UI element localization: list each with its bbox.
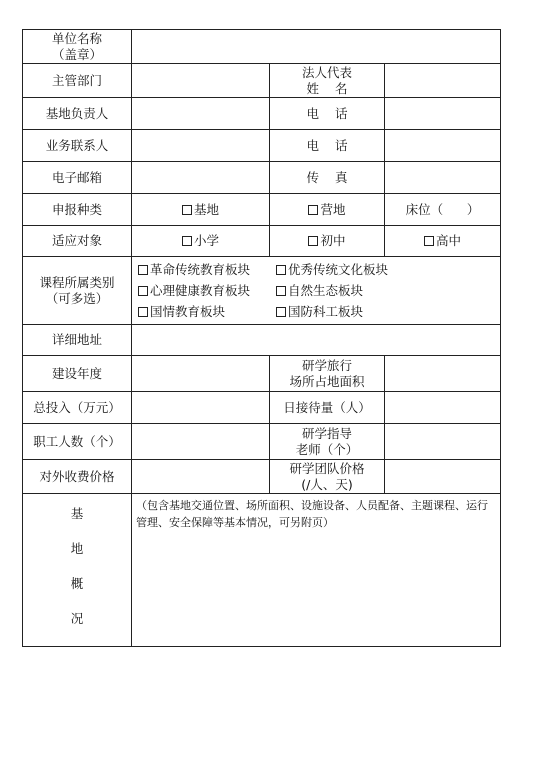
tutor-count-field[interactable] bbox=[385, 424, 501, 460]
checkbox-icon[interactable] bbox=[182, 205, 192, 215]
target-option-junior[interactable]: 初中 bbox=[270, 226, 385, 257]
legal-rep-field[interactable] bbox=[385, 64, 501, 98]
fee-field[interactable] bbox=[132, 460, 270, 494]
site-area-label: 研学旅行 场所占地面积 bbox=[270, 356, 385, 392]
course-option-traditional-culture[interactable]: 优秀传统文化板块 bbox=[276, 262, 388, 277]
phone-label: 电 话 bbox=[270, 98, 385, 130]
base-manager-label: 基地负责人 bbox=[23, 98, 132, 130]
row-supervisor bbox=[23, 64, 501, 98]
build-year-label: 建设年度 bbox=[23, 356, 132, 392]
phone2-label: 电 话 bbox=[270, 130, 385, 162]
investment-label: 总投入（万元） bbox=[23, 392, 132, 424]
course-option-defense[interactable]: 国防科工板块 bbox=[276, 304, 363, 319]
staff-count-label: 职工人数（个） bbox=[23, 424, 132, 460]
contact-label: 业务联系人 bbox=[23, 130, 132, 162]
row-investment bbox=[23, 392, 501, 424]
contact-field[interactable] bbox=[132, 130, 270, 162]
checkbox-icon[interactable] bbox=[308, 205, 318, 215]
overview-field[interactable] bbox=[132, 494, 501, 647]
supervisor-dept-field[interactable] bbox=[132, 64, 270, 98]
target-option-senior[interactable]: 高中 bbox=[385, 226, 501, 257]
email-field[interactable] bbox=[132, 162, 270, 194]
row-email bbox=[23, 162, 501, 194]
investment-field[interactable] bbox=[132, 392, 270, 424]
daily-capacity-label: 日接待量（人） bbox=[270, 392, 385, 424]
target-option-primary[interactable]: 小学 bbox=[132, 226, 270, 257]
checkbox-icon[interactable] bbox=[276, 265, 286, 275]
phone-field[interactable] bbox=[385, 98, 501, 130]
overview-note: （包含基地交通位置、场所面积、设施设备、人员配备、主题课程、运行管理、安全保障等基本情况，可另附页） bbox=[136, 499, 488, 529]
row-fee bbox=[23, 460, 501, 494]
checkbox-icon[interactable] bbox=[276, 286, 286, 296]
course-option-national-conditions[interactable]: 国情教育板块 bbox=[138, 301, 276, 322]
daily-capacity-field[interactable] bbox=[385, 392, 501, 424]
tutor-count-label: 研学指导 老师（个） bbox=[270, 424, 385, 460]
course-option-row bbox=[138, 259, 494, 280]
row-apply-type bbox=[23, 194, 501, 226]
team-price-field[interactable] bbox=[385, 460, 501, 494]
course-option-mental-health[interactable]: 心理健康教育板块 bbox=[138, 280, 276, 301]
site-area-field[interactable] bbox=[385, 356, 501, 392]
checkbox-icon[interactable] bbox=[138, 307, 148, 317]
checkbox-icon[interactable] bbox=[424, 236, 434, 246]
row-staff bbox=[23, 424, 501, 460]
checkbox-icon[interactable] bbox=[276, 307, 286, 317]
staff-count-field[interactable] bbox=[132, 424, 270, 460]
build-year-field[interactable] bbox=[132, 356, 270, 392]
base-manager-field[interactable] bbox=[132, 98, 270, 130]
row-overview bbox=[23, 494, 501, 647]
legal-rep-label: 法人代表 姓 名 bbox=[270, 64, 385, 98]
fax-field[interactable] bbox=[385, 162, 501, 194]
row-address bbox=[23, 325, 501, 356]
team-price-label: 研学团队价格 (/人、天) bbox=[270, 460, 385, 494]
row-unit-name bbox=[23, 30, 501, 64]
unit-name-label: 单位名称 （盖章） bbox=[23, 30, 132, 64]
row-build-year bbox=[23, 356, 501, 392]
overview-label: 基 地 概 况 bbox=[23, 494, 132, 647]
apply-type-label: 申报种类 bbox=[23, 194, 132, 226]
course-option-revolution[interactable]: 革命传统教育板块 bbox=[138, 259, 276, 280]
checkbox-icon[interactable] bbox=[138, 265, 148, 275]
checkbox-icon[interactable] bbox=[182, 236, 192, 246]
checkbox-icon[interactable] bbox=[308, 236, 318, 246]
row-base-manager bbox=[23, 98, 501, 130]
fee-label: 对外收费价格 bbox=[23, 460, 132, 494]
apply-option-camp[interactable]: 营地 bbox=[270, 194, 385, 226]
course-option-ecology[interactable]: 自然生态板块 bbox=[276, 283, 363, 298]
unit-name-field[interactable] bbox=[132, 30, 501, 64]
row-course-category bbox=[23, 257, 501, 325]
beds-field[interactable]: 床位（ ） bbox=[385, 194, 501, 226]
email-label: 电子邮箱 bbox=[23, 162, 132, 194]
course-option-row bbox=[138, 280, 494, 301]
course-options bbox=[132, 257, 501, 325]
checkbox-icon[interactable] bbox=[138, 286, 148, 296]
row-contact bbox=[23, 130, 501, 162]
target-label: 适应对象 bbox=[23, 226, 132, 257]
course-category-label: 课程所属类别 （可多选） bbox=[23, 257, 132, 325]
phone2-field[interactable] bbox=[385, 130, 501, 162]
apply-option-base[interactable]: 基地 bbox=[132, 194, 270, 226]
address-field[interactable] bbox=[132, 325, 501, 356]
row-target bbox=[23, 226, 501, 257]
course-option-row bbox=[138, 301, 494, 322]
supervisor-dept-label: 主管部门 bbox=[23, 64, 132, 98]
application-form-table bbox=[22, 29, 501, 647]
fax-label: 传 真 bbox=[270, 162, 385, 194]
address-label: 详细地址 bbox=[23, 325, 132, 356]
